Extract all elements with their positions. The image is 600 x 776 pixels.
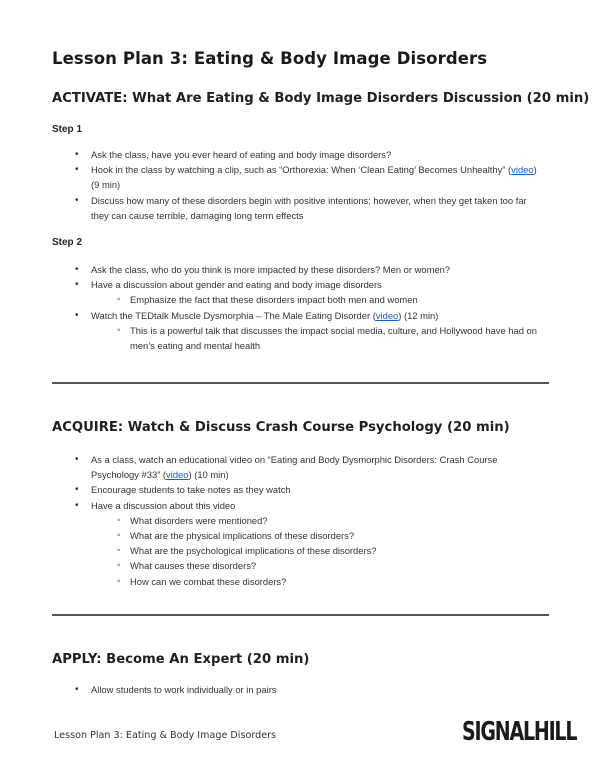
list-item: • Ask the class, who do you think is more impacted by these disorders? Men or women? [52,262,542,277]
list-item: • Have a discussion about this video ◦ What disorders were mentioned? ◦ What are the physical implications of these disorders? ◦ What are the psychological implications of these disorders? ◦ What causes these disorders? ◦ How can we combat these disorders? [52,498,542,589]
step-2-label: Step 2 [52,237,83,248]
sub-list-item: ◦ How can we combat these disorders? [91,574,542,589]
list-item: • Have a discussion about gender and eating and body image disorders ◦ Emphasize the fact that these disorders impact both men and women [52,277,542,307]
apply-heading: APPLY: Become An Expert (20 min) [52,652,310,667]
sub-list-item: ◦ What disorders were mentioned? [91,513,542,528]
acquire-list [52,452,542,589]
sub-list-item: ◦ What causes these disorders? [91,558,542,573]
list-item: • Watch the TEDtalk Muscle Dysmorphia – The Male Eating Disorder (video) (12 min) ◦ This is a powerful talk that discusses the impact social media, culture, and Hollywood have had on men’s eating and mental health [52,308,542,354]
tedtalk-video-link[interactable]: video [375,309,399,321]
list-item: • Encourage students to take notes as they watch [52,482,542,497]
step-1-label: Step 1 [52,124,83,135]
sub-list-item: ◦ What are the psychological implications of these disorders? [91,543,542,558]
list-item: • As a class, watch an educational video on “Eating and Body Dysmorphic Disorders: Crash Course Psychology #33” (video) (10 min) [52,452,542,482]
step-2-list [52,262,542,353]
list-item: • Discuss how many of these disorders begin with positive intentions; however, when they get taken too far they can cause terrible, damaging long term effects [52,193,542,223]
acquire-heading: ACQUIRE: Watch & Discuss Crash Course Psychology (20 min) [52,420,510,435]
apply-list [52,682,542,697]
activate-heading: ACTIVATE: What Are Eating & Body Image Disorders Discussion (20 min) [52,91,590,106]
section-divider [52,614,549,616]
section-divider [52,382,549,384]
sub-list-item: ◦ What are the physical implications of these disorders? [91,528,542,543]
orthorexia-video-link[interactable]: video [511,164,534,176]
list-item: • Hook in the class by watching a clip, such as “Orthorexia: When ‘Clean Eating’ Becomes Unhealthy” (video) (9 min) [52,162,542,192]
sub-list-item: ◦ Emphasize the fact that these disorders impact both men and women [91,292,542,307]
step-1-list [52,147,542,223]
signal-hill-logo: SIGNALHILL [462,717,577,747]
page-footer: Lesson Plan 3: Eating & Body Image Disorders [54,730,277,741]
sub-list-item: ◦ This is a powerful talk that discusses the impact social media, culture, and Hollywood have had on men’s eating and mental health [91,323,542,353]
crash-course-video-link[interactable]: video [166,469,189,481]
list-item: • Ask the class, have you ever heard of eating and body image disorders? [52,147,542,162]
list-item: • Allow students to work individually or in pairs [52,682,542,697]
page-title: Lesson Plan 3: Eating & Body Image Disorders [52,49,488,68]
